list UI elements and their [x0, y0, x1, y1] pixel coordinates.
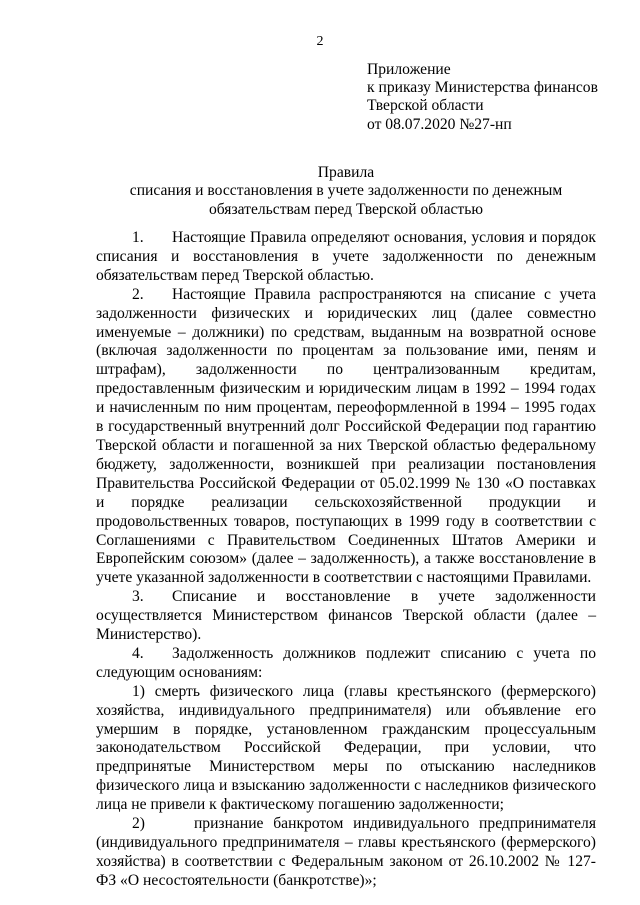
list-item-text: признание банкротом индивидуального предпринимателя (индивидуального предпринимателя – главы крестьянского (фермерского) хозяйства) в соответствии с Федеральным законом от 26.10.2002 № 127-ФЗ «О несостоятельности (банкротстве)»;: [96, 815, 596, 889]
paragraph-2: [96, 286, 596, 589]
list-item-number: 2): [132, 815, 145, 833]
paragraph-text: Настоящие Правила определяют основания, условия и порядок списания и восстановления в учете задолженности по денежным обязательствам перед Тверской областью.: [96, 229, 596, 284]
appendix-line: от 08.07.2020 №27-нп: [367, 115, 512, 133]
paragraph-3: [96, 588, 596, 645]
appendix-line: к приказу Министерства финансов: [367, 79, 598, 97]
paragraph-text: Настоящие Правила распространяются на списание с учета задолженности физических и юридических лиц (далее совместно именуемые – должники) по средствам, выданным на возвратной основе (включая задолженности по процентам за пользование ими, пеням и штрафам), задолженности по централизованным кредитам, предоставленным физическим и юридическим лицам в 1992 – 1994 годах и начисленным по ним процентам, переоформленной в 1994 – 1995 годах в государственный внутренний долг Российской Федерации под гарантию Тверской области и погашенной за них Тверской областью федеральному бюджету, задолженности, возникшей при реализации постановления Правительства Российской Федерации от 05.02.1999 № 130 «О поставках и порядке реализации сельскохозяйственной продукции и продовольственных товаров, поступающих в 1999 году в соответствии с Соглашениями с Правительством Соединенных Штатов Америки и Европейским союзом» (далее – задолженность), а также восстановление в учете указанной задолженности в соответствии с настоящими Правилами.: [96, 285, 596, 587]
paragraph-number: 2.: [132, 285, 144, 303]
appendix-line: Тверской области: [367, 97, 484, 115]
document-title: [96, 164, 596, 219]
paragraph-number: 3.: [132, 588, 144, 606]
title-line: обязательствам перед Тверской областью: [208, 200, 484, 218]
paragraph-number: 1.: [132, 229, 144, 246]
paragraph-text: Списание и восстановление в учете задолженности осуществляется Министерством финансов Тверской области (далее – Министерство).: [96, 588, 596, 644]
list-item-2: [96, 815, 596, 891]
list-item-text: смерть физического лица (главы крестьянского (фермерского) хозяйства, индивидуального предпринимателя) или объявление его умершим в порядке, установленном гражданским процессуальным законодательством Российской Федерации, при условии, что предпринятые Министерством меры по отысканию наследников физического лица и взысканию задолженности с наследников физического лица не привели к фактическому погашению задолженности;: [96, 682, 596, 814]
title-line: Правила: [317, 164, 375, 181]
paragraph-1: [96, 229, 596, 286]
paragraph-text: Задолженность должников подлежит списанию с учета по следующим основаниям:: [96, 644, 596, 681]
document-body: [96, 229, 596, 891]
page-number: 2: [316, 34, 324, 49]
list-item-number: 1): [132, 682, 145, 700]
paragraph-number: 4.: [132, 644, 144, 662]
appendix-block: [367, 61, 627, 134]
paragraph-4: [96, 645, 596, 683]
title-line: списания и восстановления в учете задолженности по денежным: [129, 182, 563, 200]
list-item-1: [96, 683, 596, 815]
appendix-line: Приложение: [367, 61, 451, 78]
